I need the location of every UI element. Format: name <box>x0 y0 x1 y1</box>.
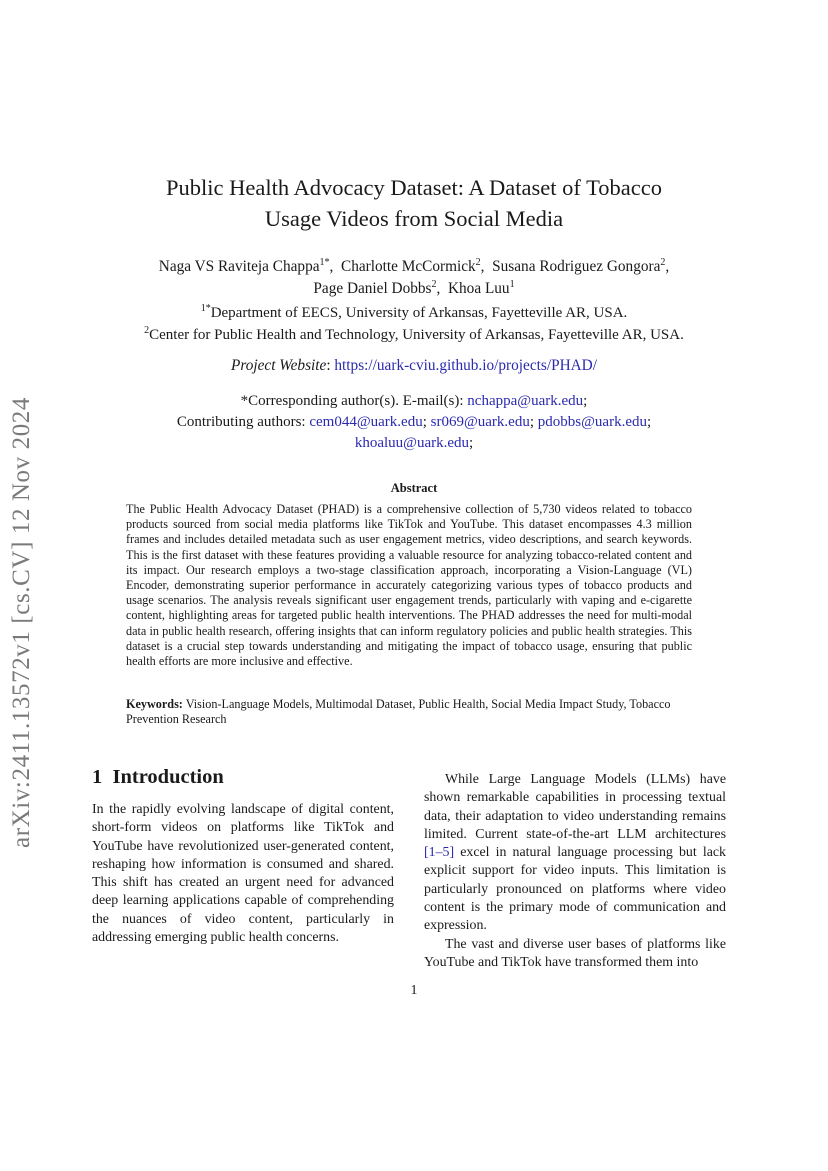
email-link[interactable]: pdobbs@uark.edu <box>537 414 647 430</box>
author-list <box>80 256 748 300</box>
right-column <box>424 771 726 972</box>
affiliation-2: $^2$Center for Public Health and Technology, University of Arkansas, Fayetteville AR, USA. <box>144 325 684 343</box>
corresponding-email-link[interactable]: nchappa@uark.edu <box>467 393 584 409</box>
author-line-2: Page Daniel Dobbs$^2$, Khoa Luu$^1$ <box>313 279 515 297</box>
corresponding-author-line: *Corresponding author(s). E-mail(s): nchappa@uark.edu; <box>240 393 588 409</box>
project-website-link[interactable]: https://uark-cviu.github.io/projects/PHAD/ <box>334 357 597 374</box>
abstract-heading: Abstract <box>390 481 438 495</box>
email-link[interactable]: khoaluu@uark.edu <box>354 435 470 451</box>
left-column <box>92 801 394 947</box>
keywords: Keywords: Vision-Language Models, Multimodal Dataset, Public Health, Social Media Impact Study, Tobacco Prevention Research <box>126 697 671 727</box>
affiliation-1: $^{1*}$Department of EECS, University of Arkansas, Fayetteville AR, USA. <box>200 303 628 321</box>
contributing-authors-line-2: khoaluu@uark.edu; <box>354 435 474 451</box>
page-number: 1 <box>410 983 418 998</box>
section-heading: 1 Introduction <box>92 766 224 788</box>
contributing-authors-line: Contributing authors: cem044@uark.edu; sr069@uark.edu; pdobbs@uark.edu; <box>176 414 652 430</box>
contact-emails <box>100 391 728 454</box>
project-website: Project Website: https://uark-cviu.github.io/projects/PHAD/ <box>231 357 597 374</box>
paragraph: While Large Language Models (LLMs) have shown remarkable capabilities in processing textual data, their adaptation to video understanding remains limited. Current state-of-the-art LLM architectures [1–5] excel in natural language processing but lack explicit support for video inputs. This limitation is particularly pronounced on platforms where video content is the primary mode of communication and expression. <box>424 772 726 934</box>
citation-link[interactable]: [1–5] <box>424 845 455 861</box>
email-link[interactable]: cem044@uark.edu <box>309 414 423 430</box>
paragraph: The vast and diverse user bases of platforms like YouTube and TikTok have transformed them into <box>424 936 726 970</box>
abstract-body: The Public Health Advocacy Dataset (PHAD) is a comprehensive collection of 5,730 videos related to tobacco products sourced from social media platforms like TikTok and YouTube. This dataset encompasses 4.3 million frames and includes detailed metadata such as user engagement metrics, video descriptions, and search keywords. This is the first dataset with these features providing a valuable resource for analyzing tobacco-related content and its impact. Our research employs a two-stage classification approach, incorporating a Vision-Language (VL) Encoder, demonstrating superior performance in accurately categorizing various types of tobacco products and usage scenarios. The analysis reveals significant user engagement trends, particularly with vaping and e-cigarette content, highlighting areas for targeted public health interventions. The PHAD addresses the need for multi-modal data in public health research, offering insights that can inform regulatory policies and public health strategies. This dataset is a crucial step towards understanding and mitigating the impact of tobacco usage, ensuring that public health efforts are more inclusive and effective. <box>126 502 692 669</box>
paragraph: In the rapidly evolving landscape of digital content, short-form videos on platforms like TikTok and YouTube have revolutionized user-generated content, reshaping how information is consumed and shared. This shift has created an urgent need for advanced deep learning applications capable of comprehending the nuances of video content, particularly in addressing emerging public health concerns. <box>92 802 394 946</box>
email-link[interactable]: sr069@uark.edu <box>430 414 530 430</box>
affiliations <box>60 302 768 346</box>
author-line-1: Naga VS Raviteja Chappa$^{1*}$, Charlotte McCormick$^2$, Susana Rodriguez Gongora$^2$, <box>158 257 670 275</box>
paper-title: Public Health Advocacy Dataset: A Dataset of Tobacco Usage Videos from Social Media <box>166 175 662 231</box>
